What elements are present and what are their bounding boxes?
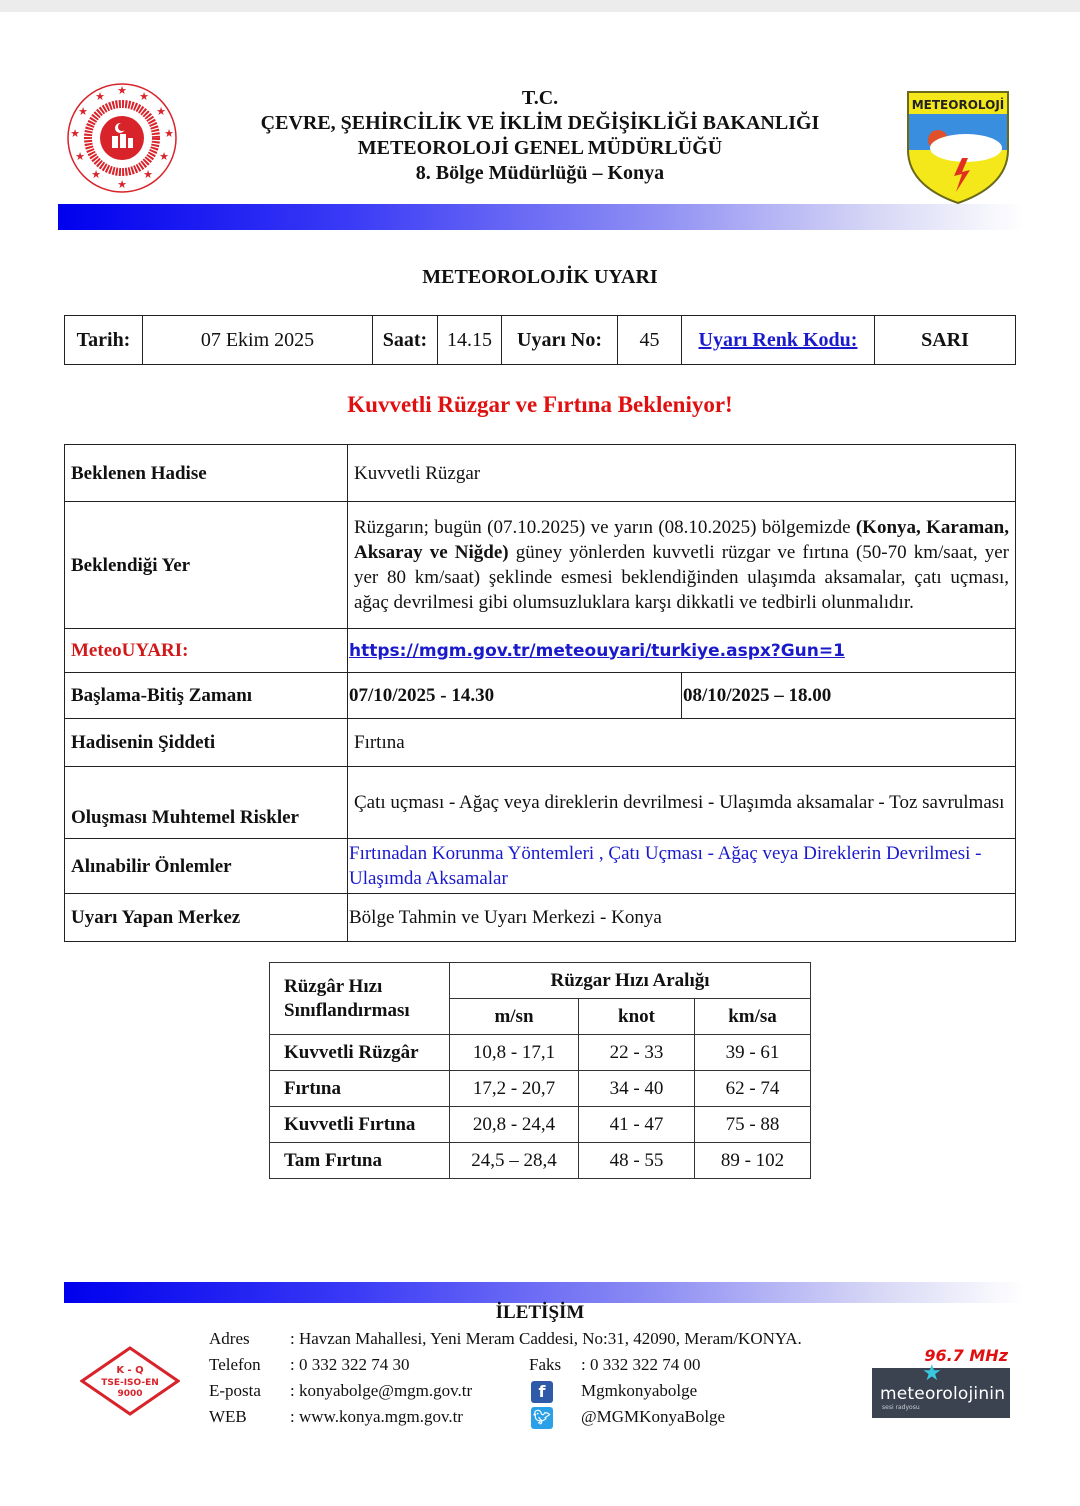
table-row: [270, 1071, 811, 1107]
expected-place-label: Beklendiği Yer: [65, 502, 348, 629]
svg-text:★: ★: [164, 127, 174, 140]
expected-place-provinces: (Konya, Karaman, Aksaray ve Niğde): [354, 517, 1009, 563]
web-label: WEB: [209, 1407, 247, 1426]
unit-header-ms: m/sn: [450, 999, 579, 1035]
facebook-handle[interactable]: Mgmkonyabolge: [581, 1381, 698, 1400]
svg-text:★: ★: [156, 105, 166, 118]
time-value: 14.15: [438, 316, 502, 365]
header-directorate: METEOROLOJİ GENEL MÜDÜRLÜĞÜ: [357, 137, 723, 159]
fax-value: : 0 332 322 74 00: [581, 1355, 701, 1374]
wind-knot: 41 - 47: [579, 1107, 695, 1143]
center-value: Bölge Tahmin ve Uyarı Merkezi - Konya: [348, 894, 1016, 942]
time-label: Saat:: [373, 316, 438, 365]
svg-text:★: ★: [78, 105, 88, 118]
table-row: [270, 1107, 811, 1143]
header-ministry: ÇEVRE, ŞEHİRCİLİK VE İKLİM DEĞİŞİKLİĞİ BAKANLIĞI: [260, 112, 820, 134]
svg-text:TSE-ISO-EN: TSE-ISO-EN: [101, 1378, 159, 1388]
contact-title: İLETİŞİM: [495, 1302, 585, 1323]
wind-class: Tam Fırtına: [270, 1143, 450, 1179]
header-regional-office: 8. Bölge Müdürlüğü – Konya: [415, 162, 665, 184]
color-code-value: SARI: [875, 316, 1016, 365]
risks-value: Çatı uçması - Ağaç veya direklerin devrilmesi - Ulaşımda aksamalar - Toz savrulması: [348, 767, 1016, 839]
wind-kmh: 89 - 102: [695, 1143, 811, 1179]
svg-text:★: ★: [70, 127, 80, 140]
star-icon: ★: [922, 1360, 942, 1385]
severity-value: Fırtına: [348, 719, 1016, 767]
svg-text:★: ★: [143, 168, 153, 181]
twitter-handle[interactable]: @MGMKonyaBolge: [581, 1407, 726, 1426]
warning-details-table: [64, 444, 1016, 942]
svg-text:★: ★: [139, 90, 149, 103]
alert-title: Kuvvetli Rüzgar ve Fırtına Bekleniyor!: [347, 392, 733, 417]
date-label: Tarih:: [65, 316, 143, 365]
meteouyari-label: MeteoUYARI:: [65, 629, 348, 673]
wind-ms: 10,8 - 17,1: [450, 1035, 579, 1071]
risks-label: Oluşması Muhtemel Riskler: [65, 767, 348, 839]
wind-knot: 22 - 33: [579, 1035, 695, 1071]
wind-class-header: Rüzgâr Hızı Sınıflandırması: [270, 963, 450, 1035]
svg-text:★: ★: [91, 168, 101, 181]
tse-iso-logo: [80, 1346, 180, 1416]
unit-header-kmh: km/sa: [695, 999, 811, 1035]
svg-text:K - Q: K - Q: [116, 1365, 144, 1376]
phone-value: : 0 332 322 74 30: [290, 1355, 410, 1374]
measures-label: Alınabilir Önlemler: [65, 839, 348, 894]
expected-place-text-2: güney yönlerden kuvvetli rüzgar ve fırtına (50-70 km/saat, yer yer 80 km/saat) şeklinde esmesi beklendiğinden ulaşımda aksamalar, çatı uçması, ağaç devrilmesi gibi olumsuzluklara karşı dikkatli ve tedbirli olunmalıdır.: [354, 542, 1009, 613]
wind-class: Kuvvetli Fırtına: [270, 1107, 450, 1143]
warning-meta-table: [64, 315, 1016, 365]
meteouyari-link[interactable]: https://mgm.gov.tr/meteouyari/turkiye.aspx?Gun=1: [349, 640, 845, 661]
wind-knot: 34 - 40: [579, 1071, 695, 1107]
wind-class: Kuvvetli Rüzgâr: [270, 1035, 450, 1071]
svg-text:METEOROLOJİ: METEOROLOJİ: [911, 98, 1005, 112]
wind-class: Fırtına: [270, 1071, 450, 1107]
start-time: 07/10/2025 - 14.30: [348, 673, 682, 719]
end-time: 08/10/2025 – 18.00: [682, 673, 1016, 719]
svg-text:★: ★: [117, 178, 127, 191]
twitter-icon[interactable]: 🐦︎: [531, 1407, 553, 1429]
radio-logo: [870, 1346, 1010, 1420]
radio-subtitle: sesi radyosu: [882, 1404, 920, 1411]
wind-range-header: Rüzgar Hızı Aralığı: [450, 963, 811, 999]
unit-header-knot: knot: [579, 999, 695, 1035]
document-title: METEOROLOJİK UYARI: [422, 266, 658, 288]
expected-event-label: Beklenen Hadise: [65, 445, 348, 502]
svg-text:★: ★: [159, 150, 169, 163]
meteoroloji-shield-logo: [906, 90, 1010, 205]
svg-text:★: ★: [75, 150, 85, 163]
svg-text:9000: 9000: [117, 1389, 143, 1399]
wind-ms: 17,2 - 20,7: [450, 1071, 579, 1107]
wind-knot: 48 - 55: [579, 1143, 695, 1179]
address-label: Adres: [209, 1329, 250, 1348]
radio-frequency: 96.7 MHz: [924, 1346, 1008, 1365]
top-status-bar: [0, 0, 1080, 12]
warning-no-value: 45: [618, 316, 682, 365]
web-value[interactable]: : www.konya.mgm.gov.tr: [290, 1407, 463, 1426]
severity-label: Hadisenin Şiddeti: [65, 719, 348, 767]
footer-gradient-band: [64, 1282, 1024, 1303]
expected-place-text-1: Rüzgarın; bugün (07.10.2025) ve yarın (08.10.2025) bölgemizde: [354, 517, 856, 538]
wind-kmh: 39 - 61: [695, 1035, 811, 1071]
wind-speed-table: [269, 962, 811, 1179]
wind-kmh: 75 - 88: [695, 1107, 811, 1143]
facebook-icon[interactable]: f: [531, 1381, 553, 1403]
expected-event-value: Kuvvetli Rüzgar: [348, 445, 1016, 502]
color-code-link[interactable]: Uyarı Renk Kodu:: [698, 328, 858, 351]
table-row: [270, 1143, 811, 1179]
svg-text:★: ★: [117, 84, 127, 97]
header-tc: T.C.: [521, 87, 559, 109]
email-value[interactable]: : konyabolge@mgm.gov.tr: [290, 1381, 473, 1400]
table-row: [270, 1035, 811, 1071]
fax-label: Faks: [529, 1355, 562, 1374]
radio-name: meteorolojinin: [880, 1384, 1006, 1404]
warning-no-label: Uyarı No:: [502, 316, 618, 365]
center-label: Uyarı Yapan Merkez: [65, 894, 348, 942]
phone-label: Telefon: [209, 1355, 261, 1374]
measures-link[interactable]: Fırtınadan Korunma Yöntemleri , Çatı Uçması - Ağaç veya Direklerin Devrilmesi - Ulaşımda Aksamalar: [349, 843, 982, 889]
date-value: 07 Ekim 2025: [143, 316, 373, 365]
address-value: : Havzan Mahallesi, Yeni Meram Caddesi, No:31, 42090, Meram/KONYA.: [290, 1329, 802, 1348]
email-label: E-posta: [209, 1381, 261, 1400]
wind-ms: 24,5 – 28,4: [450, 1143, 579, 1179]
wind-ms: 20,8 - 24,4: [450, 1107, 579, 1143]
time-range-label: Başlama-Bitiş Zamanı: [65, 673, 348, 719]
wind-kmh: 62 - 74: [695, 1071, 811, 1107]
header-gradient-band: [58, 204, 1024, 230]
svg-text:★: ★: [95, 90, 105, 103]
radio-logo-box: [872, 1360, 1010, 1418]
expected-place-value: [348, 502, 1016, 629]
